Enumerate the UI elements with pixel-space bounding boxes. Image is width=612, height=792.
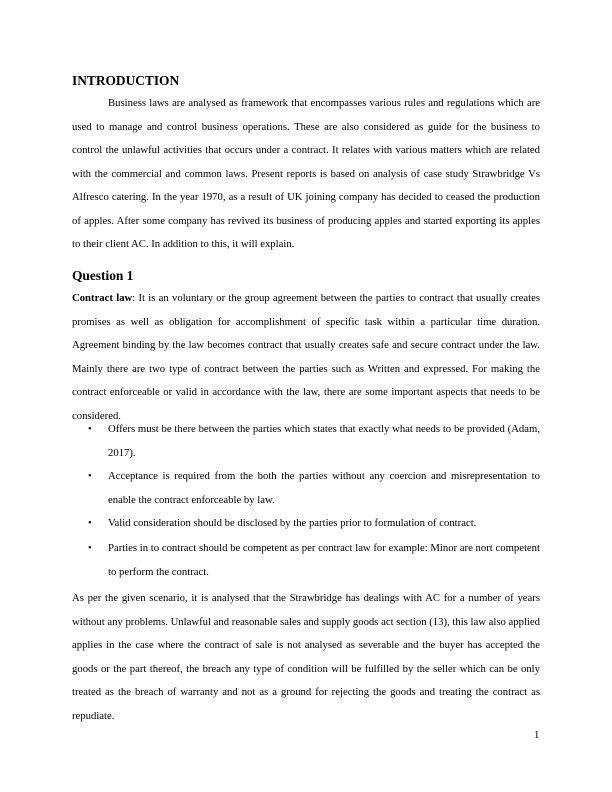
bullet-text: Valid consideration should be disclosed by the parties prior to formulation of contract. [108, 517, 477, 529]
bullet-item-offers [72, 418, 540, 465]
contract-law-paragraph [72, 287, 540, 428]
bullet-dot-icon: • [88, 423, 92, 435]
bullet-item-consideration [72, 512, 540, 536]
contract-law-label: Contract law [72, 292, 133, 304]
introduction-paragraph: Business laws are analysed as framework that encompasses various rules and regulations which are used to manage and control business operations. These are also considered as guide for the business to control the unlawful activities that occurs under a contract. It relates with various matters which are related with the commercial and common laws. Present reports is based on analysis of case study Strawbridge Vs Alfresco catering. In the year 1970, as a result of UK joining company has decided to ceased the production of apples. After some company has revived its business of producing apples and started exporting its apples to their client AC. In addition to this, it will explain. [72, 97, 540, 250]
bullet-dot-icon: • [88, 470, 92, 482]
question-1-heading: Question 1 [72, 268, 134, 283]
bullet-dot-icon: • [88, 517, 92, 529]
bullet-item-competence [72, 537, 540, 584]
bullet-dot-icon: • [88, 542, 92, 554]
contract-law-text: : It is an voluntary or the group agreement between the parties to contract that usually creates promises as well as obligation for accomplishment of specific task within a particular time duration. Agreement binding by the law becomes contract that usually creates safe and secure contract under the law. Mainly there are two type of contract between the parties such as Written and expressed. For making the contract enforceable or valid in accordance with the law, there are some important aspects that needs to be considered. [72, 292, 540, 422]
introduction-heading: INTRODUCTION [72, 73, 180, 88]
scenario-paragraph: As per the given scenario, it is analysed that the Strawbridge has dealings with AC for a number of years without any problems. Unlawful and reasonable sales and supply goods act section (13), this law also applied applies in the case where the contract of sale is not analysed as severable and the buyer has accepted the goods or the part thereof, the breach any type of condition will be fulfilled by the seller which can be only treated as the breach of warranty and not as a ground for rejecting the goods and treating the contract as repudiate. [72, 592, 540, 722]
bullet-text: Offers must be there between the parties which states that exactly what needs to be provided (Adam, 2017). [108, 423, 540, 459]
bullet-text: Acceptance is required from the both the parties without any coercion and misrepresentation to enable the contract enforceable by law. [108, 470, 540, 506]
bullet-text: Parties in to contract should be competent as per contract law for example: Minor are nort competent to perform the contract. [108, 542, 540, 578]
page-number: 1 [534, 729, 540, 741]
bullet-item-acceptance [72, 465, 540, 512]
